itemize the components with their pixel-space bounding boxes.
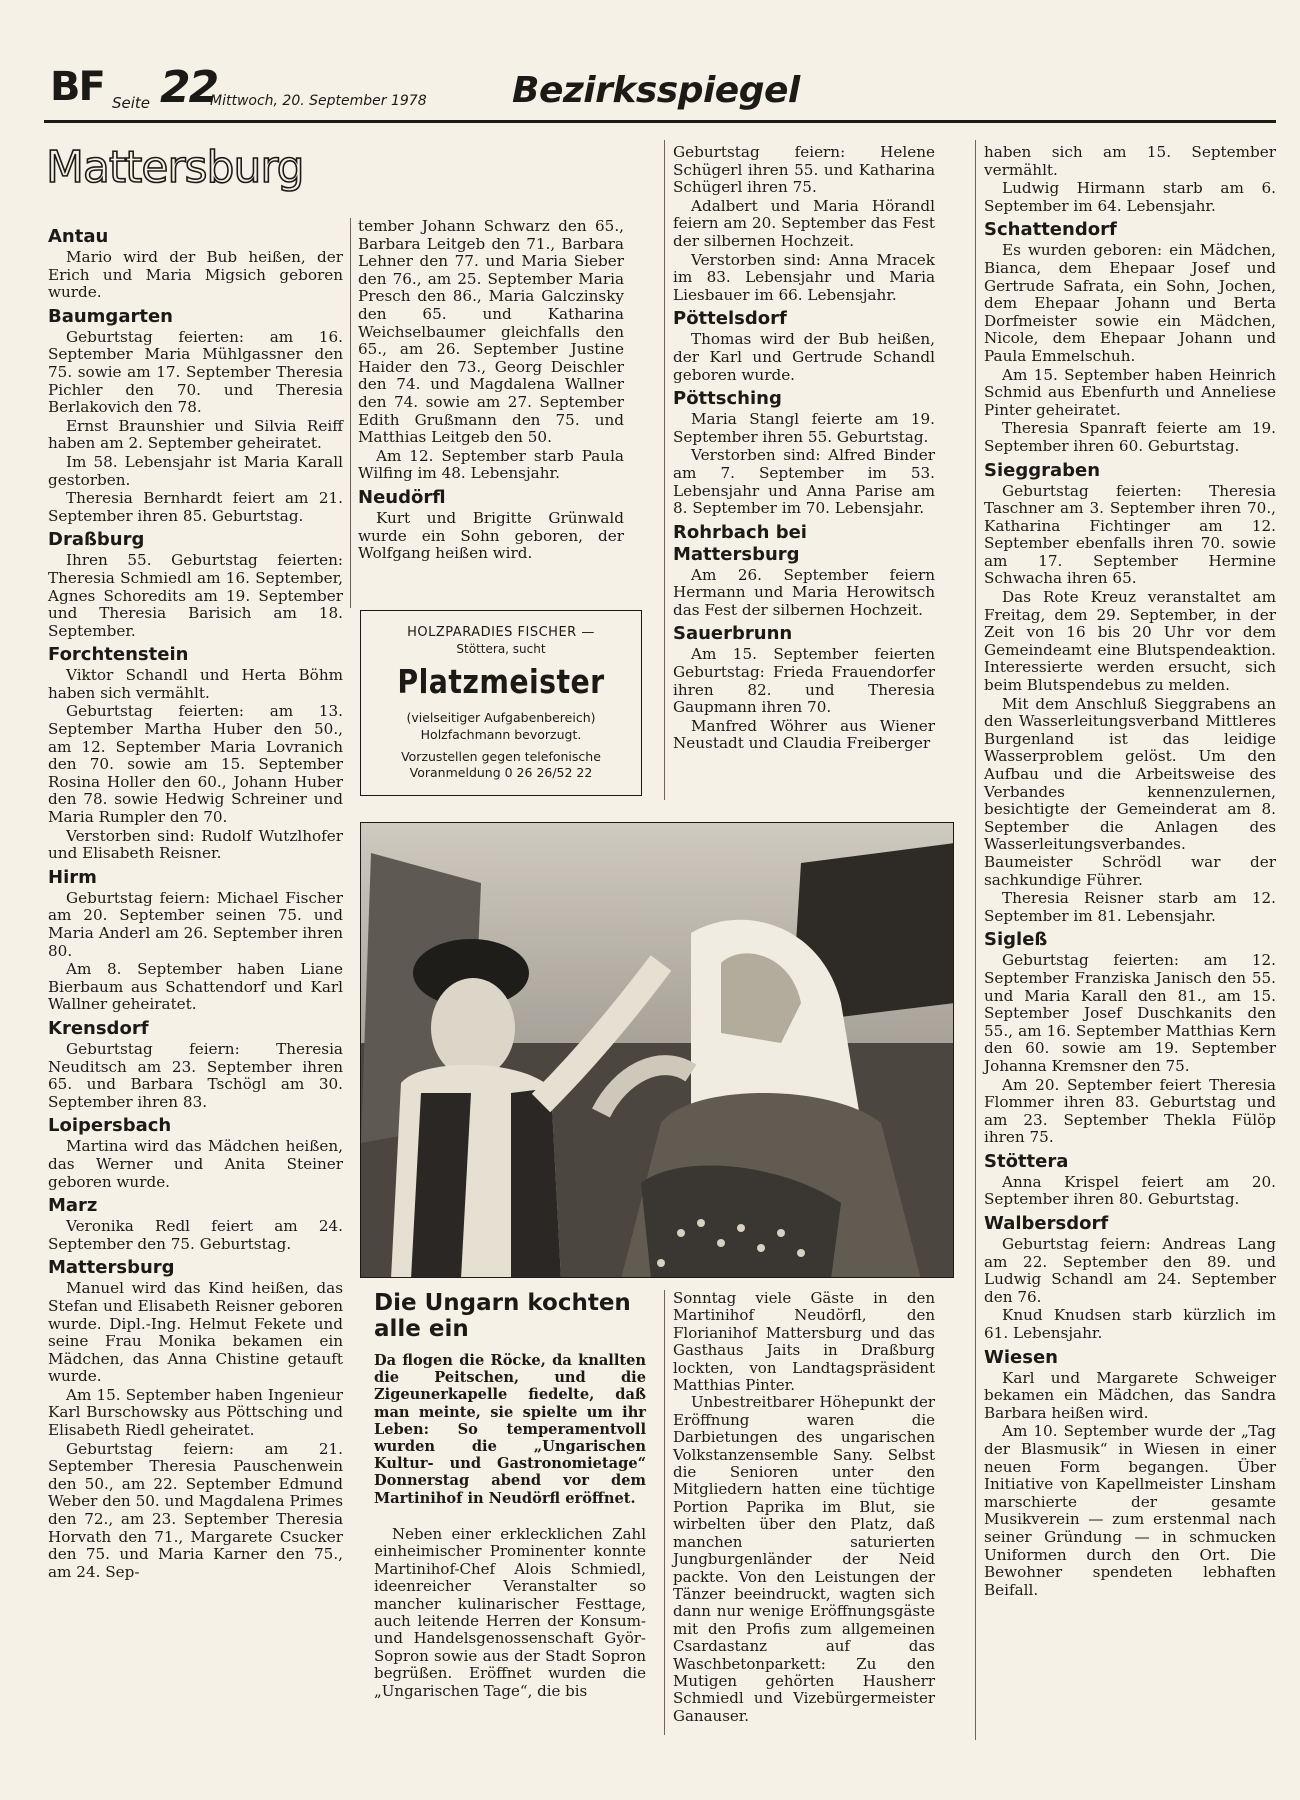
news-paragraph: Es wurden geboren: ein Mädchen, Bianca, dem Ehepaar Josef und Gertrude Safrata, ein Sohn, Jochen, dem Ehepaar Johann und Berta Dorfmeister sowie ein Mädchen, Nicole, dem Ehepaar Johann und Paula Emmelschuh. <box>984 241 1276 365</box>
news-paragraph: Anna Krispel feiert am 20. September ihren 80. Geburtstag. <box>984 1172 1276 1209</box>
newspaper-logo: BF <box>50 64 104 110</box>
locality-heading: Marz <box>48 1195 98 1217</box>
news-paragraph: Am 15. September feierten Geburtstag: Frieda Frauendorfer ihren 82. und Theresia Gaupmann ihren 70. <box>673 645 935 717</box>
ad-details <box>361 709 641 743</box>
news-paragraph: Geburtstag feiern: Theresia Neuditsch am 23. September ihren 65. und Barbara Tschögl am 30. September ihren 83. <box>48 1039 343 1111</box>
news-paragraph: tember Johann Schwarz den 65., Barbara Leitgeb den 71., Barbara Lehner den 77. und Maria Sieber den 76., am 25. September Maria Presch den 86., Maria Galczinsky den 65. und Katharina Weichselbaumer gleichfalls den 65., am 26. September Justine Haider den 73., Georg Deischler den 74. und Magdalena Wallner den 74. sowie am 27. September Edith Grußmann den 75. und Matthias Leitgeb den 50. <box>358 217 624 447</box>
page-number: 22 <box>160 62 218 113</box>
article-body: Neben einer erklecklichen Zahl einheimischer Prominenter konnte Martinihof-Chef Alois Schmiedl, ideenreicher Veranstalter so mancher kulinarischer Festtage, auch leitende Herren der Konsum- und Handelsgenossenschaft Györ-Sopron sowie aus der Stadt Sopron begrüßen. Eröffnet wurden die „Ungarischen Tage“, die bis <box>374 1525 646 1700</box>
locality-heading: Sieggraben <box>984 459 1101 481</box>
column-3 <box>673 144 935 754</box>
news-paragraph: Verstorben sind: Anna Mracek im 83. Lebensjahr und Maria Liesbauer im 66. Lebensjahr. <box>673 250 935 304</box>
ad-location: Stöttera, sucht <box>456 642 546 656</box>
masthead-rule <box>44 120 1276 123</box>
news-paragraph: Viktor Schandl und Herta Böhm haben sich vermählt. <box>48 666 343 702</box>
column-2 <box>358 218 624 564</box>
news-paragraph: Martina wird das Mädchen heißen, das Werner und Anita Steiner geboren wurde. <box>48 1137 343 1191</box>
news-paragraph: Geburtstag feierten: am 16. September Maria Mühlgassner den 75. sowie am 17. September Theresia Pichler den 70. und Theresia Berlakovich den 78. <box>48 327 343 417</box>
ad-detail-line: (vielseitiger Aufgabenbereich) <box>406 710 596 725</box>
column-divider <box>350 218 351 608</box>
news-paragraph: Geburtstag feiern: Michael Fischer am 20. September seinen 75. und Maria Anderl am 26. September ihren 80. <box>48 888 343 960</box>
locality-heading: Walbersdorf <box>984 1213 1109 1235</box>
news-paragraph: Am 26. September feiern Hermann und Maria Herowitsch das Fest der silbernen Hochzeit. <box>673 565 935 619</box>
locality-heading: Rohrbach bei Mattersburg <box>673 521 807 565</box>
news-paragraph: Ernst Braunshier und Silvia Reiff haben am 2. September geheiratet. <box>48 416 343 453</box>
news-paragraph: Knud Knudsen starb kürzlich im 61. Lebensjahr. <box>984 1306 1276 1343</box>
ad-contact-line: Voranmeldung 0 26 26/52 22 <box>409 765 593 780</box>
locality-heading: Pöttsching <box>673 388 782 410</box>
news-paragraph: Geburtstag feierten: am 12. September Franziska Janisch den 55. und Maria Karall den 81., am 15. September Josef Duschkanits den 55., am 16. September Matthias Kern den 60. sowie am 19. September Johanna Kremsner den 75. <box>984 951 1276 1075</box>
job-advertisement <box>360 610 642 796</box>
locality-heading: Krensdorf <box>48 1017 149 1039</box>
article-lead: Da flogen die Röcke, da knallten die Peitschen, und die Zigeunerkapelle fiedelte, daß man meinte, sie spielte um ihr Leben: So temperamentvoll wurden die „Ungarischen Kultur- und Gastronomietage“ Donnerstag abend vor dem Martinihof in Neudörfl eröffnet. <box>374 1352 646 1507</box>
page-label: Seite <box>112 94 151 112</box>
news-paragraph: Am 15. September haben Heinrich Schmid aus Ebenfurth und Anneliese Pinter geheiratet. <box>984 365 1276 419</box>
article-body-continued <box>673 1290 935 1725</box>
locality-heading: Wiesen <box>984 1346 1058 1368</box>
locality-heading: Draßburg <box>48 529 145 551</box>
news-paragraph: Am 12. September starb Paula Wilfing im 48. Lebensjahr. <box>358 446 624 483</box>
locality-heading: Pöttelsdorf <box>673 308 787 330</box>
ad-headline: Platzmeister <box>397 662 605 701</box>
ad-contact-line: Vorzustellen gegen telefonische <box>401 749 601 764</box>
column-4 <box>984 144 1276 1600</box>
news-paragraph: Im 58. Lebensjahr ist Maria Karall gestorben. <box>48 452 343 489</box>
issue-date: Mittwoch, 20. September 1978 <box>210 93 427 109</box>
locality-heading: Neudörfl <box>358 486 446 508</box>
ad-company: HOLZPARADIES FISCHER — <box>407 625 595 640</box>
locality-heading: Mattersburg <box>48 1257 175 1279</box>
locality-heading: Baumgarten <box>48 305 173 327</box>
news-paragraph: Am 15. September haben Ingenieur Karl Burschowsky aus Pöttsching und Elisabeth Riedl geheiratet. <box>48 1385 343 1440</box>
news-paragraph: Ludwig Hirmann starb am 6. September im 64. Lebensjahr. <box>984 179 1276 215</box>
locality-heading: Stöttera <box>984 1150 1069 1172</box>
news-paragraph: Adalbert und Maria Hörandl feiern am 20. September das Fest der silbernen Hochzeit. <box>673 196 935 250</box>
news-paragraph: Verstorben sind: Alfred Binder am 7. September im 53. Lebensjahr und Anna Parise am 8. September im 70. Lebensjahr. <box>673 446 935 518</box>
locality-heading: Antau <box>48 226 109 247</box>
news-paragraph: Mario wird der Bub heißen, der Erich und Maria Migsich geboren wurde. <box>48 248 343 302</box>
column-divider <box>664 1290 665 1735</box>
column-1 <box>48 222 343 1582</box>
news-paragraph: Geburtstag feierten: am 13. September Martha Huber den 50., am 12. September Maria Lovranich den 70. sowie am 15. September Rosina Holler den 60., Johann Huber den 78. sowie Hedwig Schreiner und Maria Rumpler den 70. <box>48 702 343 827</box>
news-paragraph: Mit dem Anschluß Sieggrabens an den Wasserleitungsverband Mittleres Burgenland ist das leidige Wasserproblem gelöst. Um den Aufbau und die Arbeitsweise des Verbandes kennenzulernen, besichtigte der Gemeinderat am 8. September die Anlagen des Wasserleitungsverbandes. Baumeister Schrödl war der sachkundige Führer. <box>984 694 1276 889</box>
locality-heading: Schattendorf <box>984 219 1117 241</box>
news-paragraph: Am 8. September haben Liane Bierbaum aus Schattendorf und Karl Wallner geheiratet. <box>48 960 343 1014</box>
ad-detail-line: Holzfachmann bevorzugt. <box>420 727 582 742</box>
news-paragraph: Geburtstag feierten: Theresia Taschner am 3. September ihren 70., Katharina Fichtinger am 12. September ebenfalls ihren 70. sowie am 17. September Hermine Schwacha ihren 65. <box>984 481 1276 588</box>
news-paragraph: Geburtstag feiern: am 21. September Theresia Pauschenwein den 50., am 22. September Edmund Weber den 50. und Magdalena Primes den 72., am 23. September Theresia Horvath den 71., Margarete Csucker den 75. und Maria Karner den 75., am 24. Sep- <box>48 1439 343 1581</box>
news-paragraph: Verstorben sind: Rudolf Wutzlhofer und Elisabeth Reisner. <box>48 826 343 863</box>
photo-illustration <box>361 823 954 1278</box>
news-paragraph: Theresia Spanraft feierte am 19. September ihren 60. Geburtstag. <box>984 419 1276 455</box>
dance-photo <box>360 822 954 1278</box>
locality-heading: Loipersbach <box>48 1115 172 1137</box>
locality-heading: Sigleß <box>984 929 1048 951</box>
news-paragraph: Ihren 55. Geburtstag feierten: Theresia Schmiedl am 16. September, Agnes Schoredits am 19. September und Theresia Barisich am 18. September. <box>48 551 343 640</box>
news-paragraph: Geburtstag feiern: Andreas Lang am 22. September den 89. und Ludwig Schandl am 24. September den 76. <box>984 1235 1276 1306</box>
news-paragraph: Veronika Redl feiert am 24. September den 75. Geburtstag. <box>48 1217 343 1253</box>
news-paragraph: Manfred Wöhrer aus Wiener Neustadt und Claudia Freiberger <box>673 716 935 753</box>
news-paragraph: Theresia Bernhardt feiert am 21. September ihren 85. Geburtstag. <box>48 489 343 525</box>
ad-contact <box>361 749 641 781</box>
locality-heading: Hirm <box>48 866 97 888</box>
article-title: Die Ungarn kochten alle ein <box>374 1290 631 1342</box>
article-paragraph: Sonntag viele Gäste in den Martinihof Neudörfl, den Florianihof Mattersburg und das Gasthaus Jaits in Draßburg lockten, von Landtagspräsident Matthias Pinter. <box>673 1289 935 1395</box>
news-paragraph: Kurt und Brigitte Grünwald wurde ein Sohn geboren, der Wolfgang heißen wird. <box>358 508 624 563</box>
news-paragraph: Thomas wird der Bub heißen, der Karl und Gertrude Schandl geboren wurde. <box>673 330 935 384</box>
locality-heading: Sauerbrunn <box>673 623 793 645</box>
news-paragraph: Karl und Margarete Schweiger bekamen ein Mädchen, das Sandra Barbara heißen wird. <box>984 1368 1276 1422</box>
article-paragraph: Unbestreitbarer Höhepunkt der Eröffnung waren die Darbietungen des ungarischen Volkstanzensemble Sany. Selbst die Senioren unter den Mitgliedern hatten eine tüchtige Portion Paprika im Blut, sie wirbelten über den Platz, daß manchen saturierten Jungburgenländer der Neid packte. Von den Leistungen der Tänzer beeindruckt, wagten sich dann nur wenige Eröffnungsgäste mit den Profis zum allgemeinen Csardastanz auf das Waschbetonparkett: Zu den Mutigen gehörten Hausherr Schmiedl und Vizebürgermeister Ganauser. <box>673 1393 935 1725</box>
news-paragraph: Geburtstag feiern: Helene Schügerl ihren 55. und Katharina Schügerl ihren 75. <box>673 143 935 197</box>
locality-heading: Forchtenstein <box>48 644 189 666</box>
news-paragraph: haben sich am 15. September vermählt. <box>984 143 1276 179</box>
news-paragraph: Theresia Reisner starb am 12. September im 81. Lebensjahr. <box>984 889 1276 925</box>
section-title: Bezirksspiegel <box>512 70 800 111</box>
news-paragraph: Das Rote Kreuz veranstaltet am Freitag, dem 29. September, in der Zeit von 16 bis 20 Uhr vor dem Gemeindeamt eine Blutspendeaktion. Interessierte werden ersucht, sich beim Blutspendebus zu melden. <box>984 588 1276 695</box>
news-paragraph: Maria Stangl feierte am 19. September ihren 55. Geburtstag. <box>673 410 935 446</box>
news-paragraph: Am 10. September wurde der „Tag der Blasmusik“ in Wiesen in einer neuen Form begangen. Über Initiative von Kapellmeister Linsham marschierte der gesamte Musikverein — zum erstenmal nach seiner Gründung — in schmucken Uniformen durch den Ort. Die Bewohner spendeten lebhaften Beifall. <box>984 1422 1276 1599</box>
column-divider <box>975 140 976 1740</box>
column-divider <box>664 140 665 800</box>
district-title: Mattersburg <box>46 142 304 193</box>
news-paragraph: Manuel wird das Kind heißen, das Stefan und Elisabeth Reisner geboren wurde. Dipl.-Ing. Helmut Fekete und seine Frau Monika bekamen ein Mädchen, das Anna Chistine getauft wurde. <box>48 1279 343 1386</box>
news-paragraph: Am 20. September feiert Theresia Flommer ihren 83. Geburtstag und am 23. September Thekla Fülöp ihren 75. <box>984 1075 1276 1147</box>
